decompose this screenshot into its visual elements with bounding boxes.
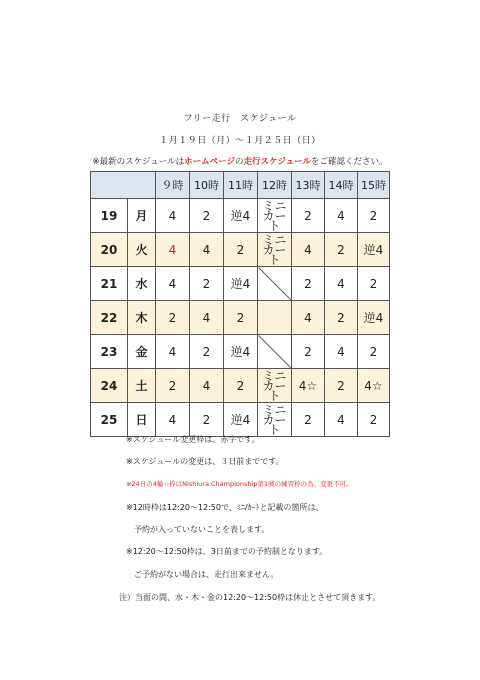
slot-cell: 4 xyxy=(292,233,325,267)
slot-cell: 4 xyxy=(325,335,358,369)
schedule-table xyxy=(90,171,390,437)
notice-schedule: 走行スケジュール xyxy=(243,157,311,167)
header-cell: 15時 xyxy=(358,172,390,199)
slot-cell: 4 xyxy=(325,199,358,233)
slot-cell: 4 xyxy=(325,403,358,437)
slot-cell-closed xyxy=(258,335,292,369)
slot-cell-closed xyxy=(258,267,292,301)
day-cell: 21 xyxy=(91,267,128,301)
day-cell: 19 xyxy=(91,199,128,233)
header-cell: 13時 xyxy=(292,172,325,199)
slot-cell: 逆4 xyxy=(358,233,390,267)
table-row xyxy=(91,233,390,267)
slot-cell-changed: 4 xyxy=(156,233,190,267)
slot-cell: 2 xyxy=(156,369,190,403)
date-range: １月１９日（月）～１月２５日（日） xyxy=(159,136,321,146)
day-cell: 24 xyxy=(91,369,128,403)
slot-cell: 2 xyxy=(190,335,224,369)
day-cell: 23 xyxy=(91,335,128,369)
slot-cell: 2 xyxy=(325,301,358,335)
weekday-cell: 火 xyxy=(128,233,156,267)
slot-cell: 逆4 xyxy=(358,301,390,335)
corner-cell xyxy=(91,172,156,199)
slot-cell-minikart: ミニ カート xyxy=(258,369,292,403)
note-line: ※スケジュールの変更は、３日前までです。 xyxy=(126,457,284,466)
slot-cell: 2 xyxy=(358,199,390,233)
note-line: ご予約がない場合は、走行出来ません。 xyxy=(126,570,279,579)
header-row xyxy=(91,172,390,199)
table-row xyxy=(91,403,390,437)
slot-cell: 4 xyxy=(156,267,190,301)
table-row xyxy=(91,199,390,233)
slot-cell: 2 xyxy=(292,199,325,233)
slot-cell: 4 xyxy=(156,403,190,437)
slot-cell: 4 xyxy=(292,301,325,335)
header-cell: 11時 xyxy=(224,172,258,199)
notice-homepage: ホームページ xyxy=(184,157,235,167)
slot-cell-closed xyxy=(258,301,292,335)
slot-cell-minikart: ミニ カート xyxy=(258,199,292,233)
slot-cell: 2 xyxy=(190,199,224,233)
weekday-cell: 水 xyxy=(128,267,156,301)
header-cell: 10時 xyxy=(190,172,224,199)
slot-cell: 4 xyxy=(325,267,358,301)
slot-cell: 2 xyxy=(190,267,224,301)
notice-prefix: ※最新のスケジュールは xyxy=(92,157,185,167)
weekday-cell: 木 xyxy=(128,301,156,335)
note-line: 注）当面の間、水・木・金の12:20～12:50枠は休止とさせて頂きます。 xyxy=(119,593,381,602)
slot-cell: 2 xyxy=(224,233,258,267)
slot-cell: 2 xyxy=(224,369,258,403)
slot-cell: 2 xyxy=(292,403,325,437)
day-cell: 20 xyxy=(91,233,128,267)
slot-cell: 4 xyxy=(190,369,224,403)
table-row xyxy=(91,267,390,301)
slot-cell-minikart: ミニ カート xyxy=(258,403,292,437)
table-row xyxy=(91,369,390,403)
slot-cell-minikart: ミニ カート xyxy=(258,233,292,267)
header-cell: 14時 xyxy=(325,172,358,199)
slot-cell: 4 xyxy=(190,233,224,267)
note-line: ※12時枠は12:20～12:50で、ﾐﾆ/ｶｰﾄと記載の箇所は、 xyxy=(126,503,324,512)
slot-cell: 2 xyxy=(190,403,224,437)
day-cell: 22 xyxy=(91,301,128,335)
notice-line xyxy=(0,155,480,167)
slot-cell: 4☆ xyxy=(358,369,390,403)
slot-cell: 4 xyxy=(156,335,190,369)
weekday-cell: 月 xyxy=(128,199,156,233)
note-line: ※スケジュール変更枠は、赤字です。 xyxy=(126,435,260,444)
slot-cell: 逆4 xyxy=(224,199,258,233)
notice-suffix: をご確認ください。 xyxy=(310,157,388,167)
slot-cell: 2 xyxy=(358,267,390,301)
page-title: フリー走行 スケジュール xyxy=(183,114,297,124)
slot-cell: 2 xyxy=(358,403,390,437)
slot-cell: 2 xyxy=(292,335,325,369)
table-row xyxy=(91,335,390,369)
weekday-cell: 金 xyxy=(128,335,156,369)
weekday-cell: 土 xyxy=(128,369,156,403)
slot-cell: 逆4 xyxy=(224,335,258,369)
slot-cell: 4 xyxy=(156,199,190,233)
header-cell: 12時 xyxy=(258,172,292,199)
slot-cell: 2 xyxy=(325,233,358,267)
weekday-cell: 日 xyxy=(128,403,156,437)
slot-cell: 2 xyxy=(224,301,258,335)
table-row xyxy=(91,301,390,335)
day-cell: 25 xyxy=(91,403,128,437)
note-line-warning: ※24日の4輪☆枠はNishiura Championship第1戦の練習枠の為、変更不可。 xyxy=(126,480,353,488)
slot-cell: 4 xyxy=(190,301,224,335)
slot-cell: 2 xyxy=(156,301,190,335)
slot-cell: 逆4 xyxy=(224,403,258,437)
slot-cell: 4☆ xyxy=(292,369,325,403)
slot-cell: 2 xyxy=(358,335,390,369)
header-cell: ９時 xyxy=(156,172,190,199)
slot-cell: 2 xyxy=(292,267,325,301)
slot-cell: 2 xyxy=(325,369,358,403)
note-line: ※12:20～12:50枠は、3日前までの予約制となります。 xyxy=(126,547,328,556)
note-line: 予約が入っていないことを表します。 xyxy=(126,525,270,534)
slot-cell: 逆4 xyxy=(224,267,258,301)
notice-mid: の xyxy=(234,157,244,167)
